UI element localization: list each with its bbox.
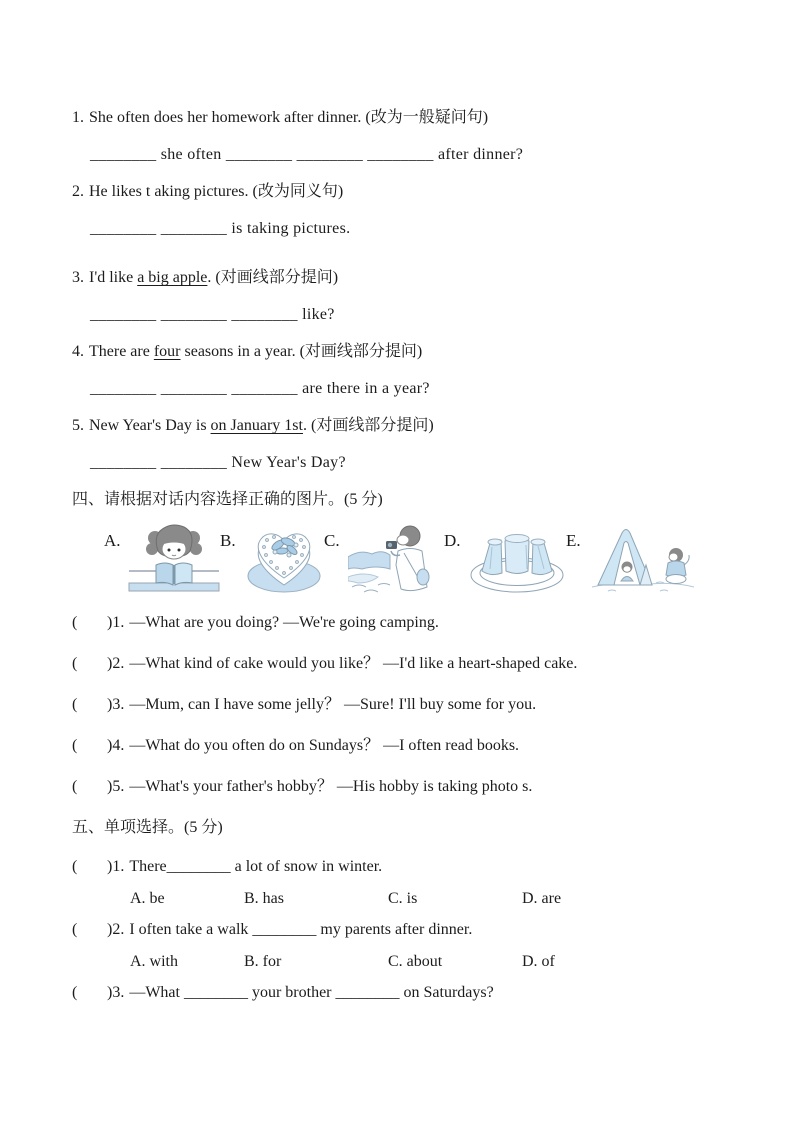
choice-items-list	[72, 856, 753, 1003]
question-stem: —What ________ your brother ________ on Saturdays?	[129, 984, 494, 1001]
instruction-note: (改为一般疑问句)	[365, 109, 489, 126]
answer-blank-line[interactable]: ________ ________ ________ are there in a year?	[90, 380, 430, 397]
transform-item	[72, 267, 753, 325]
dialogue-item	[72, 735, 753, 756]
answer-bracket[interactable]: (	[72, 984, 78, 1001]
item-number: 5.	[72, 417, 84, 434]
dialogue-text: —Mum, can I have some jelly？ —Sure! I'll buy some for you.	[129, 696, 537, 713]
item-number: )5.	[107, 778, 125, 795]
instruction-note: (对画线部分提问)	[299, 343, 423, 360]
heart-cake-illustration	[244, 521, 324, 597]
picture-options-row	[104, 521, 753, 598]
instruction-note: (对画线部分提问)	[215, 269, 339, 286]
choice-item	[72, 919, 753, 972]
transform-item	[72, 341, 753, 399]
question-stem-line	[72, 919, 753, 940]
dialogue-items-list	[72, 612, 753, 797]
dialogue-item	[72, 776, 753, 797]
item-number: )1.	[107, 614, 125, 631]
item-number: 3.	[72, 269, 84, 286]
option-b[interactable]: B. for	[244, 953, 282, 970]
item-number: )4.	[107, 737, 125, 754]
picture-label-d: D.	[444, 531, 461, 550]
dialogue-text: —What kind of cake would you like？ —I'd like a heart-shaped cake.	[129, 655, 578, 672]
choice-item	[72, 856, 753, 909]
sentence-text: I'd like	[89, 269, 138, 286]
reading-girl-illustration	[128, 521, 220, 597]
option-c[interactable]: C. about	[388, 953, 443, 970]
sentence-text: He likes t aking pictures.	[89, 183, 253, 200]
item-number: )1.	[107, 858, 125, 875]
section5-header: 五、单项选择。(5 分)	[72, 819, 223, 836]
item-number: 1.	[72, 109, 84, 126]
question-stem-line	[72, 856, 753, 877]
underlined-phrase: on January 1st	[210, 417, 303, 434]
underlined-phrase: a big apple	[137, 269, 208, 286]
sentence-text-after: seasons in a year.	[180, 343, 300, 360]
question-stem: I often take a walk ________ my parents after dinner.	[129, 921, 473, 938]
picture-label-b: B.	[220, 531, 236, 550]
instruction-note: (对画线部分提问)	[310, 417, 434, 434]
answer-bracket[interactable]: (	[72, 858, 78, 875]
underlined-phrase: four	[153, 343, 181, 360]
source-sentence	[72, 181, 753, 202]
instruction-note: (改为同义句)	[252, 183, 344, 200]
section-sentence-transformation	[72, 107, 753, 473]
section-picture-matching	[72, 489, 753, 797]
question-stem-line	[72, 982, 753, 1003]
transform-item	[72, 415, 753, 473]
option-a[interactable]: A. with	[130, 953, 178, 970]
dialogue-text: —What are you doing? —We're going camping.	[129, 614, 439, 631]
answer-bracket[interactable]: (	[72, 737, 78, 754]
choice-item	[72, 982, 753, 1003]
dialogue-text: —What's your father's hobby？ —His hobby is taking photo s.	[129, 778, 533, 795]
source-sentence	[72, 341, 753, 362]
option-d[interactable]: D. of	[522, 953, 555, 970]
question-stem: There________ a lot of snow in winter.	[129, 858, 383, 875]
source-sentence	[72, 415, 753, 436]
answer-blank-line[interactable]: ________ ________ ________ like?	[90, 306, 335, 323]
jelly-plate-illustration	[468, 521, 566, 597]
dialogue-item	[72, 653, 753, 674]
item-number: 2.	[72, 183, 84, 200]
sentence-text-after: .	[207, 269, 216, 286]
sentence-text: New Year's Day is	[89, 417, 211, 434]
transform-item	[72, 181, 753, 239]
answer-blank-line[interactable]: ________ ________ New Year's Day?	[90, 454, 346, 471]
picture-option-b[interactable]	[220, 521, 324, 597]
option-c[interactable]: C. is	[388, 890, 418, 907]
section4-header: 四、请根据对话内容选择正确的图片。(5 分)	[72, 491, 383, 508]
answer-blank-line[interactable]: ________ ________ is taking pictures.	[90, 220, 351, 237]
option-b[interactable]: B. has	[244, 890, 284, 907]
transform-item	[72, 107, 753, 165]
sentence-text-after: .	[302, 417, 311, 434]
answer-bracket[interactable]: (	[72, 778, 78, 795]
answer-bracket[interactable]: (	[72, 655, 78, 672]
picture-option-d[interactable]	[444, 521, 566, 597]
transform-items-list	[72, 107, 753, 473]
dialogue-item	[72, 694, 753, 715]
answer-bracket[interactable]: (	[72, 696, 78, 713]
picture-option-a[interactable]	[104, 521, 220, 597]
option-a[interactable]: A. be	[130, 890, 165, 907]
section-multiple-choice	[72, 817, 753, 1003]
dialogue-item	[72, 612, 753, 633]
options-row	[130, 951, 753, 972]
camping-illustration	[590, 521, 696, 597]
dialogue-text: —What do you often do on Sundays？ —I often read books.	[129, 737, 520, 754]
item-number: )3.	[107, 984, 125, 1001]
picture-label-c: C.	[324, 531, 340, 550]
item-number: )2.	[107, 655, 125, 672]
picture-option-e[interactable]	[566, 521, 696, 597]
answer-bracket[interactable]: (	[72, 921, 78, 938]
options-row	[130, 888, 753, 909]
picture-label-e: E.	[566, 531, 581, 550]
source-sentence	[72, 107, 753, 128]
option-d[interactable]: D. are	[522, 890, 562, 907]
picture-option-c[interactable]	[324, 521, 444, 597]
source-sentence	[72, 267, 753, 288]
item-number: 4.	[72, 343, 84, 360]
sentence-text: There are	[89, 343, 154, 360]
taking-photos-illustration	[348, 521, 444, 597]
sentence-text: She often does her homework after dinner.	[89, 109, 366, 126]
answer-blank-line[interactable]: ________ she often ________ ________ ________ after dinner?	[90, 146, 524, 163]
picture-label-a: A.	[104, 531, 121, 550]
item-number: )2.	[107, 921, 125, 938]
item-number: )3.	[107, 696, 125, 713]
answer-bracket[interactable]: (	[72, 614, 78, 631]
